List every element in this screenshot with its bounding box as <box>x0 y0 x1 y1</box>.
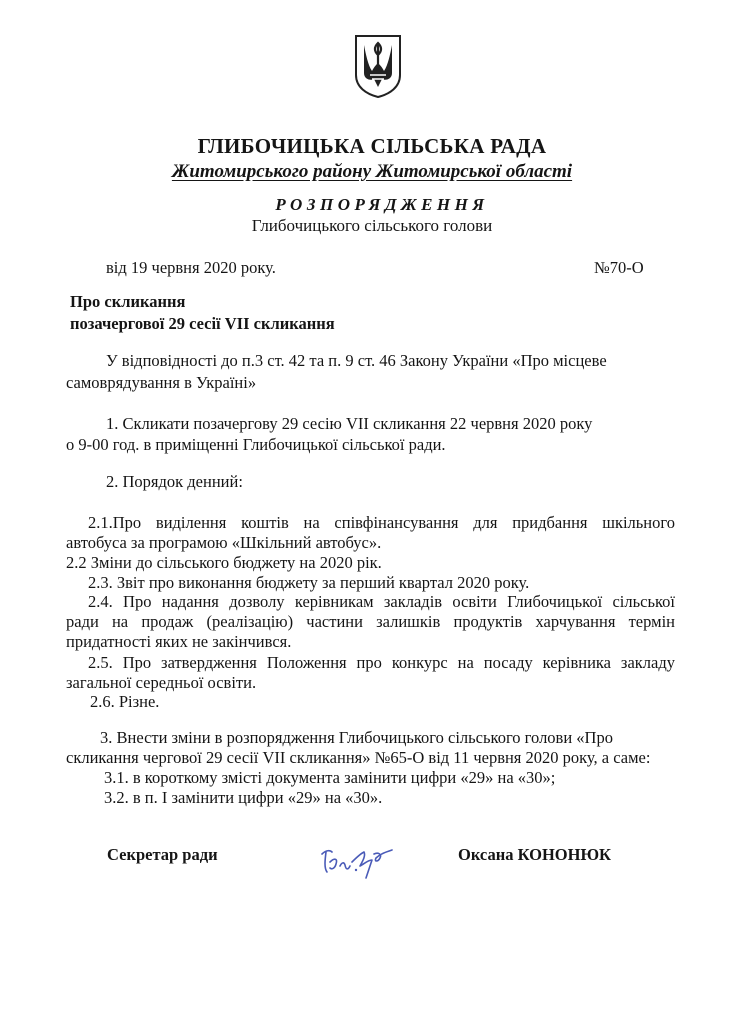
agenda-2-5-line-1: 2.5. Про затвердження Положення про конкурс на посаду керівника закладу <box>88 653 675 672</box>
intro-line-2: самоврядування в Україні» <box>66 373 257 392</box>
council-district <box>0 161 744 183</box>
signatory-position: Секретар ради <box>107 845 218 864</box>
document-number: №70-О <box>594 258 644 277</box>
agenda-2-4-line-1: 2.4. Про надання дозволу керівникам закладів освіти Глибочицької сільської <box>88 592 675 611</box>
agenda-2-4-line-3: придатності яких не закінчився. <box>66 632 292 651</box>
item-3-1: 3.1. в короткому змісті документа замінити цифри «29» на «30»; <box>104 768 556 787</box>
agenda-2-6: 2.6. Різне. <box>90 692 160 711</box>
subject-line-1: Про скликання <box>70 292 186 311</box>
item-2-heading: 2. Порядок денний: <box>106 472 243 491</box>
trident-coat-of-arms-icon <box>352 33 404 99</box>
agenda-2-5-line-2: загальної середньої освіти. <box>66 673 257 692</box>
item-1-line-2: о 9-00 год. в приміщенні Глибочицької сільської ради. <box>66 435 446 454</box>
item-3-line-2: скликання чергової 29 сесії VII скликання» №65-О від 11 червня 2020 року, а саме: <box>66 748 651 767</box>
item-1-line-1: 1. Скликати позачергову 29 сесію VII скликання 22 червня 2020 року <box>106 414 593 433</box>
document-type: РОЗПОРЯДЖЕННЯ <box>275 195 489 214</box>
subject-line-2: позачергової 29 сесії VII скликання <box>70 314 335 333</box>
item-3-line-1: 3. Внести зміни в розпорядження Глибочицького сільського голови «Про <box>100 728 613 747</box>
agenda-2-4-line-2: ради на продаж (реалізацію) частини залишків продуктів харчування термін <box>66 612 675 631</box>
item-3-2: 3.2. в п. І замінити цифри «29» на «30». <box>104 788 383 807</box>
agenda-2-1-line-2: автобуса за програмою «Шкільний автобус». <box>66 533 382 552</box>
agenda-2-3: 2.3. Звіт про виконання бюджету за перший квартал 2020 року. <box>88 573 530 592</box>
signatory-name: Оксана КОНОНЮК <box>458 845 612 864</box>
document-date: від 19 червня 2020 року. <box>106 258 276 277</box>
agenda-2-1-line-1: 2.1.Про виділення коштів на співфінансування для придбання шкільного <box>88 513 675 532</box>
agenda-2-2: 2.2 Зміни до сільського бюджету на 2020 рік. <box>66 553 382 572</box>
council-name: ГЛИБОЧИЦЬКА СІЛЬСЬКА РАДА <box>197 134 547 158</box>
council-district-text: Житомирського району Житомирської області <box>171 161 573 182</box>
intro-line-1: У відповідності до п.3 ст. 42 та п. 9 ст. 46 Закону України «Про місцеве <box>106 351 607 370</box>
handwritten-signature <box>318 840 396 882</box>
document-subtitle: Глибочицького сільського голови <box>251 216 493 235</box>
